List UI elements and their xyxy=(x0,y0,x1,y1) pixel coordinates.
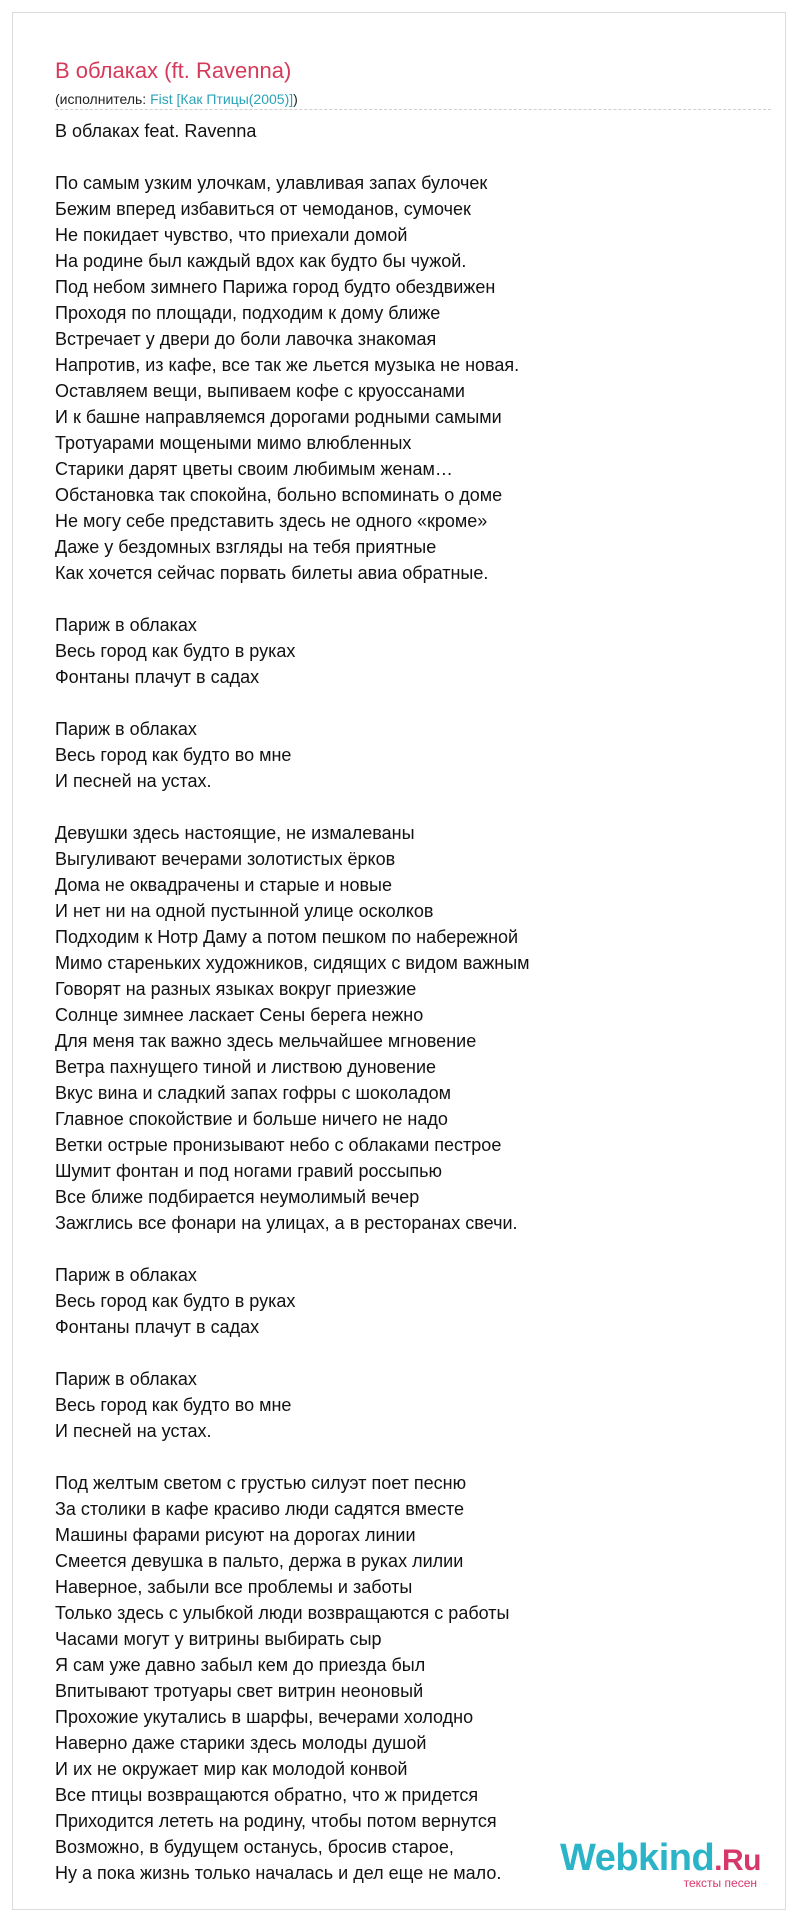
album-link[interactable]: [Как Птицы(2005)] xyxy=(176,91,294,107)
lyric-line: Париж в облаках xyxy=(55,1369,197,1389)
lyric-line: Наверно даже старики здесь молоды душой xyxy=(55,1733,427,1753)
lyric-line: Даже у бездомных взгляды на тебя приятные xyxy=(55,537,437,557)
lyric-line: Фонтаны плачут в садах xyxy=(55,667,260,687)
lyric-line: Я сам уже давно забыл кем до приезда был xyxy=(55,1655,426,1675)
lyric-line: Ну а пока жизнь только началась и дел еще не мало. xyxy=(55,1863,502,1883)
lyric-line: Только здесь с улыбкой люди возвращаются с работы xyxy=(55,1603,510,1623)
lyric-line: Проходя по площади, подходим к дому ближе xyxy=(55,303,441,323)
lyric-line: Весь город как будто в руках xyxy=(55,1291,296,1311)
lyric-line: Все птицы возвращаются обратно, что ж придется xyxy=(55,1785,479,1805)
lyric-line: Бежим вперед избавиться от чемоданов, сумочек xyxy=(55,199,471,219)
lyric-line: Часами могут у витрины выбирать сыр xyxy=(55,1629,382,1649)
stanza-break xyxy=(55,690,775,716)
lyric-line: Ветки острые пронизывают небо с облаками пестрое xyxy=(55,1135,502,1155)
lyric-line: По самым узким улочкам, улавливая запах булочек xyxy=(55,173,488,193)
meta-suffix: ) xyxy=(293,91,298,107)
lyric-line: Париж в облаках xyxy=(55,1265,197,1285)
stanza-break xyxy=(55,1340,775,1366)
stanza-break xyxy=(55,1236,775,1262)
site-logo[interactable] xyxy=(560,1838,761,1889)
lyric-line: Париж в облаках xyxy=(55,719,197,739)
lyric-line: Старики дарят цветы своим любимым женам… xyxy=(55,459,453,479)
lyric-line: Возможно, в будущем останусь, бросив старое, xyxy=(55,1837,454,1857)
lyric-line: Прохожие укутались в шарфы, вечерами холодно xyxy=(55,1707,474,1727)
title-divider xyxy=(55,109,771,110)
lyric-line: И к башне направляемся дорогами родными самыми xyxy=(55,407,502,427)
lyric-line: Обстановка так спокойна, больно вспоминать о доме xyxy=(55,485,503,505)
lyric-line: За столики в кафе красиво люди садятся вместе xyxy=(55,1499,465,1519)
lyric-line: Дома не оквадрачены и старые и новые xyxy=(55,875,392,895)
song-meta xyxy=(55,91,775,107)
lyric-line: Девушки здесь настоящие, не измалеваны xyxy=(55,823,415,843)
logo-wordmark xyxy=(560,1838,761,1881)
lyric-line: Ветра пахнущего тиной и листвою дуновение xyxy=(55,1057,437,1077)
lyric-line: Оставляем вещи, выпиваем кофе с круоссанами xyxy=(55,381,465,401)
lyric-line: Для меня так важно здесь мельчайшее мгновение xyxy=(55,1031,477,1051)
lyric-line: Солнце зимнее ласкает Сены берега нежно xyxy=(55,1005,424,1025)
lyric-line: Машины фарами рисуют на дорогах линии xyxy=(55,1525,416,1545)
logo-tagline: тексты песен xyxy=(683,1876,757,1890)
lyric-line: Шумит фонтан и под ногами гравий россыпью xyxy=(55,1161,443,1181)
stanza-break xyxy=(55,586,775,612)
lyric-line: Подходим к Нотр Даму а потом пешком по набережной xyxy=(55,927,519,947)
lyric-line: Говорят на разных языках вокруг приезжие xyxy=(55,979,417,999)
lyric-line: Главное спокойствие и больше ничего не надо xyxy=(55,1109,448,1129)
logo-main-text: Webkind xyxy=(560,1837,715,1879)
lyric-line: Встречает у двери до боли лавочка знакомая xyxy=(55,329,437,349)
lyric-line: Париж в облаках xyxy=(55,615,197,635)
logo-domain-suffix: .Ru xyxy=(714,1844,761,1877)
lyric-line: Не покидает чувство, что приехали домой xyxy=(55,225,408,245)
lyric-line: Весь город как будто во мне xyxy=(55,745,292,765)
lyric-line: В облаках feat. Ravenna xyxy=(55,121,257,141)
lyric-line: И их не окружает мир как молодой конвой xyxy=(55,1759,408,1779)
lyric-line: И песней на устах. xyxy=(55,771,212,791)
lyric-line: Весь город как будто в руках xyxy=(55,641,296,661)
lyric-line: Вкус вина и сладкий запах гофры с шоколадом xyxy=(55,1083,452,1103)
lyric-line: Весь город как будто во мне xyxy=(55,1395,292,1415)
lyric-line: Под небом зимнего Парижа город будто обездвижен xyxy=(55,277,496,297)
page-frame xyxy=(12,12,786,1910)
lyric-line: И нет ни на одной пустынной улице осколков xyxy=(55,901,434,921)
lyric-line: Смеется девушка в пальто, держа в руках лилии xyxy=(55,1551,464,1571)
lyric-line: На родине был каждый вдох как будто бы чужой. xyxy=(55,251,467,271)
lyric-line: Как хочется сейчас порвать билеты авиа обратные. xyxy=(55,563,489,583)
lyrics-text xyxy=(55,118,775,1886)
lyric-line: Фонтаны плачут в садах xyxy=(55,1317,260,1337)
lyric-line: Напротив, из кафе, все так же льется музыка не новая. xyxy=(55,355,520,375)
lyric-line: Приходится лететь на родину, чтобы потом вернутся xyxy=(55,1811,497,1831)
lyrics-page xyxy=(55,51,775,1886)
song-title: В облаках (ft. Ravenna) xyxy=(55,58,292,83)
stanza-break xyxy=(55,1444,775,1470)
lyric-line: Тротуарами мощеными мимо влюбленных xyxy=(55,433,412,453)
lyric-line: Зажглись все фонари на улицах, а в ресторанах свечи. xyxy=(55,1213,518,1233)
stanza-break xyxy=(55,794,775,820)
lyric-line: Не могу себе представить здесь не одного «кроме» xyxy=(55,511,488,531)
lyric-line: Мимо стареньких художников, сидящих с видом важным xyxy=(55,953,530,973)
lyric-line: Все ближе подбирается неумолимый вечер xyxy=(55,1187,420,1207)
lyric-line: Выгуливают вечерами золотистых ёрков xyxy=(55,849,396,869)
meta-prefix: (исполнитель: xyxy=(55,91,151,107)
lyric-line: Под желтым светом с грустью силуэт поет песню xyxy=(55,1473,467,1493)
lyric-line: И песней на устах. xyxy=(55,1421,212,1441)
artist-link[interactable]: Fist xyxy=(150,91,173,107)
stanza-break xyxy=(55,144,775,170)
lyric-line: Впитывают тротуары свет витрин неоновый xyxy=(55,1681,424,1701)
lyric-line: Наверное, забыли все проблемы и заботы xyxy=(55,1577,413,1597)
